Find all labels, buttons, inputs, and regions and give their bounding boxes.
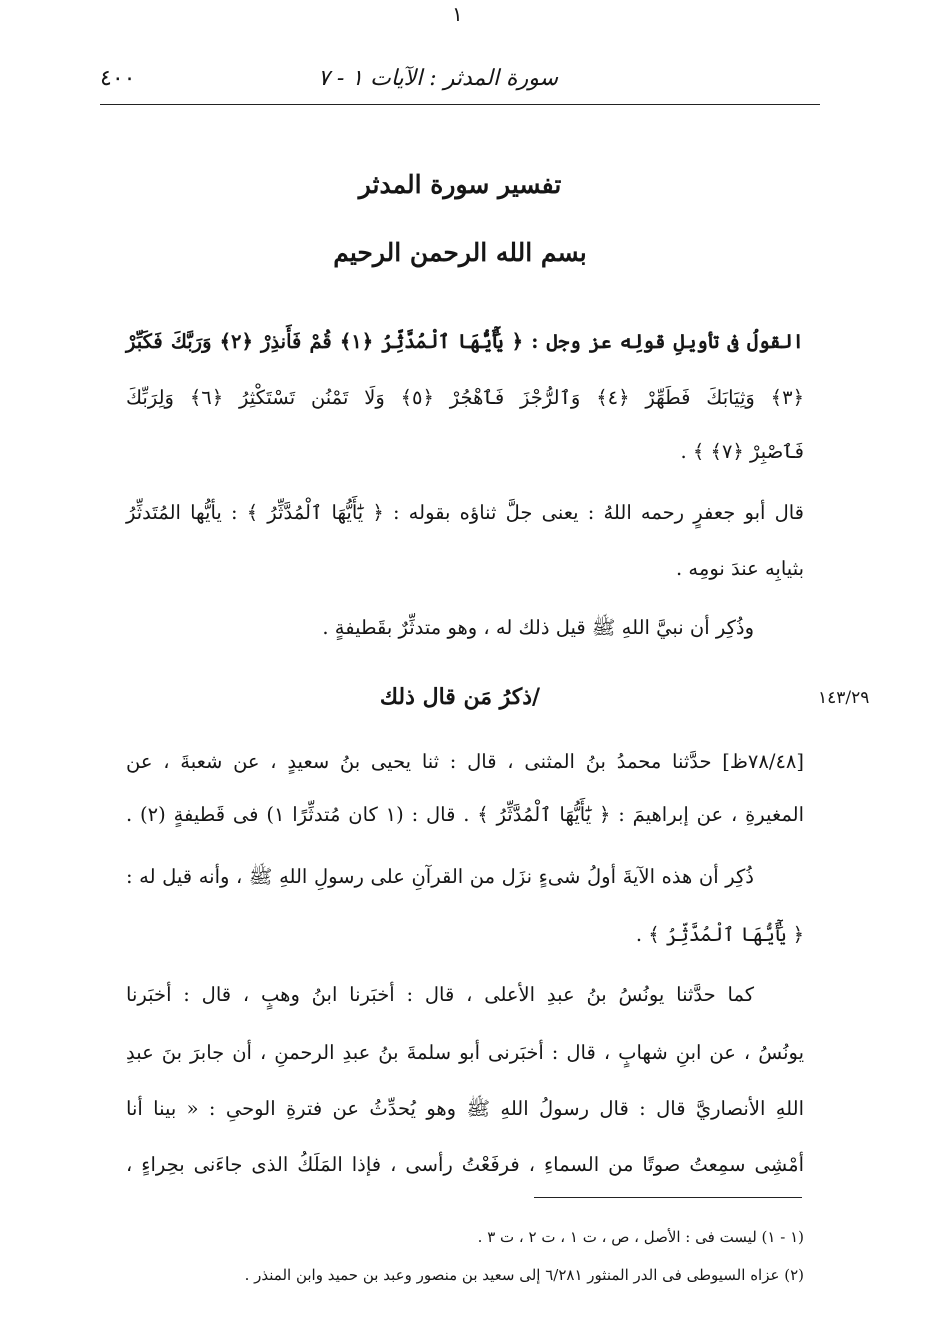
surah-title: تفسير سورة المدثر (358, 170, 562, 199)
margin-reference: ١٤٣/٢٩ (818, 688, 870, 708)
footnote-rule (534, 1197, 802, 1198)
page-number: ٤٠٠ (100, 66, 136, 91)
narration-line-5: اللهِ الأنصاريَّ قال : قال رسولُ اللهِ ﷺ وهو يُحدِّثُ عن فترةِ الوحىِ : « بينا أنا (126, 1097, 804, 1120)
top-mark: ١ (452, 2, 463, 26)
header-rule (100, 104, 820, 105)
commentary-line-1: قال أبو جعفرٍ رحمه اللهُ : يعنى جلَّ ثناؤه بقوله : ﴿ يَٰٓأَيُّهَا ٱلْمُدَّثِّرُ ﴾ : يأيُّها المُتَدثِّرُ (126, 501, 804, 524)
commentary-line-3: وذُكِر أن نبيَّ اللهِ ﷺ قيل ذلك له ، وهو متدثِّرٌ بقَطيفةٍ . (322, 616, 754, 639)
hadith-line-2: المغيرةِ ، عن إبراهيمَ : ﴿ يَٰٓأَيُّهَا ٱلْمُدَّثِّرُ ﴾ . قال : (١ كان مُتدثِّرًا ١) فى قَطيفةٍ (٢) . (126, 803, 804, 826)
footnote-2 (126, 1266, 804, 1284)
footnote-1 (126, 1228, 804, 1246)
footnote-2-text: (٢) عزاه السيوطى فى الدر المنثور ٦/٢٨١ إلى سعيد بن منصور وعبد بن حميد وابن المنذر . (244, 1266, 804, 1284)
narration-line-2: ﴿ يَٰٓأَيُّهَا ٱلْمُدَّثِّرُ ﴾ . (635, 923, 804, 946)
basmala-heading: بسم الله الرحمن الرحيم (333, 238, 587, 267)
narration-line-3: كما حدَّثنا يونُسُ بنُ عبدِ الأعلى ، قال : أخبَرنا ابنُ وهبٍ ، قال : أخبَرنا (126, 983, 754, 1006)
narration-line-1: ذُكِر أن هذه الآيةَ أولُ شىءٍ نزَل من القرآنِ على رسولِ اللهِ ﷺ ، وأنه قيل له : (126, 865, 754, 888)
hadith-line-1: [٧٨/٤٨ظ] حدَّثنا محمدُ بنُ المثنى ، قال : ثنا يحيى بنُ سعيدٍ ، عن شعبةَ ، عن (126, 750, 804, 773)
section-heading: /ذكرُ مَن قال ذلك (379, 684, 541, 710)
running-title: سورة المدثر : الآيات ١ - ٧ (318, 66, 558, 91)
narration-line-4: يونُسُ ، عن ابنِ شهابٍ ، قال : أخبَرنى أبو سلمةَ بنُ عبدِ الرحمنِ ، أن جابرَ بنَ عبدِ (126, 1041, 804, 1064)
verse-line-2: ﴿٣﴾ وَثِيَابَكَ فَطَهِّرْ ﴿٤﴾ وَٱلرُّجْزَ فَٱهْجُرْ ﴿٥﴾ وَلَا تَمْنُن تَسْتَكْثِرُ ﴿٦﴾ وَلِرَبِّكَ (126, 386, 804, 409)
footnote-1-text: (١ - ١) ليست فى : الأصل ، ص ، ت ١ ، ت ٢ ، ت ٣ . (477, 1228, 804, 1246)
running-header (100, 66, 820, 100)
commentary-line-2: بثيابِه عندَ نومِه . (676, 557, 804, 580)
narration-line-6: أمْشِى سمِعتُ صوتًا من السماءِ ، فرفَعْتُ رأسى ، فإذا المَلَكُ الذى جاءَنى بحِراءٍ ، (126, 1153, 804, 1176)
verse-line-3: فَٱصْبِرْ ﴿٧﴾ ﴾ . (680, 440, 804, 463)
verse-line-1: القولُ فى تأويلِ قولِه عز وجل : ﴿ يَٰٓأَيُّهَا ٱلْمُدَّثِّرُ ﴿١﴾ قُمْ فَأَنذِرْ ﴿٢﴾ وَرَبَّكَ فَكَبِّرْ (126, 330, 804, 353)
